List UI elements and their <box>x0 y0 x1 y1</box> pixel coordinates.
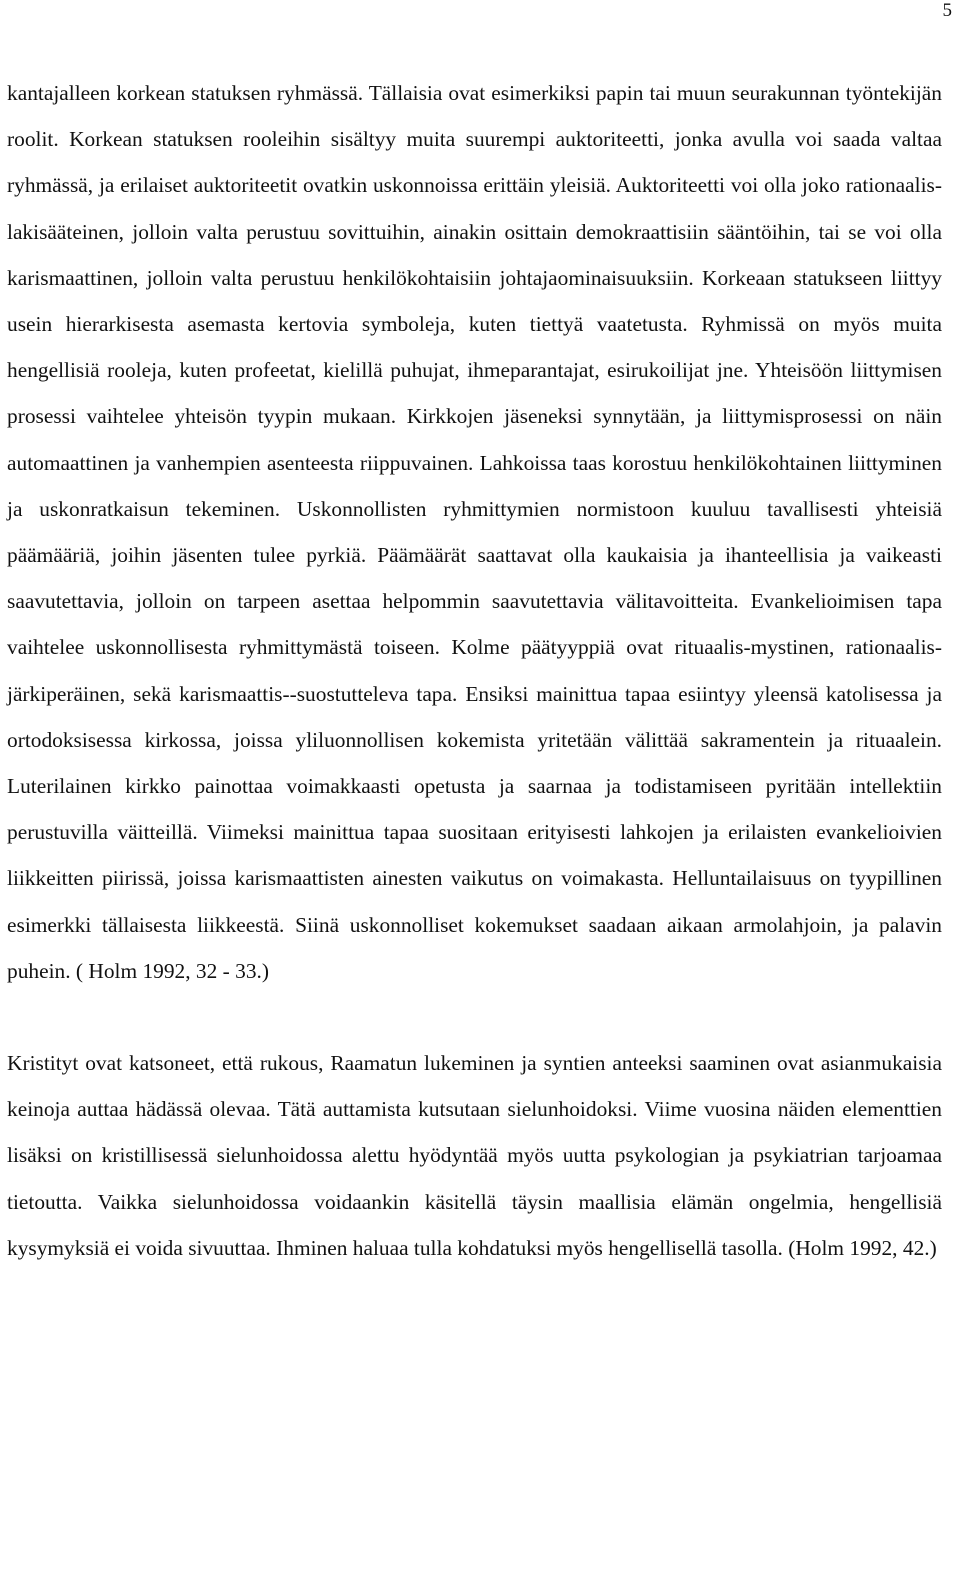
paragraph-pastoral-care: Kristityt ovat katsoneet, että rukous, Raamatun lukeminen ja syntien anteeksi saaminen ovat asianmukaisia keinoja auttaa hädässä olevaa. Tätä auttamista kutsutaan sielunhoidoksi. Viime vuosina näiden elementtien lisäksi on kristillisessä sielunhoidossa alettu hyödyntää myös uutta psykologian ja psykiatrian tarjoamaa tietoutta. Vaikka sielunhoidossa voidaankin käsitellä täysin maallisia elämän ongelmia, hengellisiä kysymyksiä ei voida sivuuttaa. Ihminen haluaa tulla kohdatuksi myös hengellisellä tasolla. (Holm 1992, 42.) <box>7 1051 942 1260</box>
document-body <box>7 70 942 1271</box>
paragraph-religious-groups: kantajalleen korkean statuksen ryhmässä. Tällaisia ovat esimerkiksi papin tai muun seurakunnan työntekijän roolit. Korkean statuksen rooleihin sisältyy muita suurempi auktoriteetti, jonka avulla voi saada valtaa ryhmässä, ja erilaiset auktoriteetit ovatkin uskonnoissa erittäin yleisiä. Auktoriteetti voi olla joko rationaalis-lakisääteinen, jolloin valta perustuu sovittuihin, ainakin osittain demokraattisiin sääntöihin, tai se voi olla karismaattinen, jolloin valta perustuu henkilökohtaisiin johtajaominaisuuksiin. Korkeaan statukseen liittyy usein hierarkisesta asemasta kertovia symboleja, kuten tiettyä vaatetusta. Ryhmissä on myös muita hengellisiä rooleja, kuten profeetat, kielillä puhujat, ihmeparantajat, esirukoilijat jne. Yhteisöön liittymisen prosessi vaihtelee yhteisön tyypin mukaan. Kirkkojen jäseneksi synnytään, ja liittymisprosessi on näin automaattinen ja vanhempien asenteesta riippuvainen. Lahkoissa taas korostuu henkilökohtainen liittyminen ja uskonratkaisun tekeminen. Uskonnollisten ryhmittymien normistoon kuuluu tavallisesti yhteisiä päämääriä, joihin jäsenten tulee pyrkiä. Päämäärät saattavat olla kaukaisia ja ihanteellisia ja vaikeasti saavutettavia, jolloin on tarpeen asettaa helpommin saavutettavia välitavoitteita. Evankelioimisen tapa vaihtelee uskonnollisesta ryhmittymästä toiseen. Kolme päätyyppiä ovat rituaalis-mystinen, rationaalis-järkiperäinen, sekä karismaattis--suostutteleva tapa. Ensiksi mainittua tapaa esiintyy yleensä katolisessa ja ortodoksisessa kirkossa, joissa yliluonnollisen kokemista yritetään välittää sakramentein ja rituaalein. Luterilainen kirkko painottaa voimakkaasti opetusta ja saarnaa ja todistamiseen pyritään intellektiin perustuvilla väitteillä. Viimeksi mainittua tapaa suositaan erityisesti lahkojen ja erilaisten evankelioivien liikkeitten piirissä, joissa karismaattisten ainesten vaikutus on voimakasta. Helluntailaisuus on tyypillinen esimerkki tällaisesta liikkeestä. Siinä uskonnolliset kokemukset saadaan aikaan armolahjoin, ja palavin puhein. ( Holm 1992, 32 - 33.) <box>7 81 942 983</box>
page-number: 5 <box>942 0 952 21</box>
